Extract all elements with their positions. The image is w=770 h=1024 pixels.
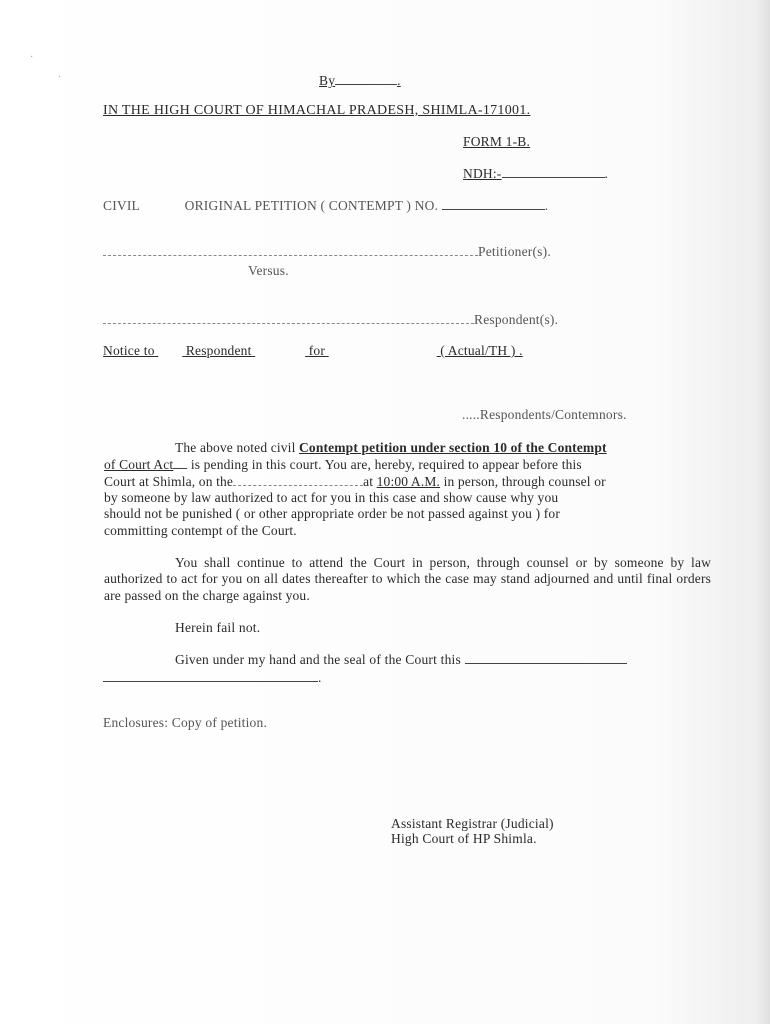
signature-title: Assistant Registrar (Judicial) <box>391 816 554 831</box>
petitioner-line <box>103 244 551 260</box>
respondent-label: Respondent(s). <box>474 312 559 327</box>
given-blank-2 <box>103 669 318 682</box>
para1-line3-a: Court at Shimla, on the <box>104 473 234 489</box>
given-date-blank <box>465 651 627 664</box>
para1-line1-b: Contempt petition under section 10 of the Contempt <box>299 440 607 455</box>
court-title: IN THE HIGH COURT OF HIMACHAL PRADESH, SHIMLA-171001. <box>103 103 531 118</box>
case-no-blank <box>442 197 545 210</box>
scan-speck: · <box>58 72 62 83</box>
given-continuation-blank: . <box>103 669 322 686</box>
case-line: CIVIL ORIGINAL PETITION ( CONTEMPT ) NO. . <box>103 198 549 214</box>
page-edge-shadow <box>756 0 770 1024</box>
respondent-line <box>103 312 558 328</box>
notice-line <box>103 343 523 359</box>
respondent-dots <box>103 312 474 324</box>
given-under-hand-line <box>175 651 627 668</box>
by-label: By <box>319 73 336 89</box>
para1-date-blank <box>233 474 363 486</box>
para1-line2-b: is pending in this court. You are, hereby, required to appear before this <box>187 457 582 473</box>
respondents-contemnors: .....Respondents/Contemnors. <box>462 407 627 422</box>
case-label: ORIGINAL PETITION ( CONTEMPT ) NO. <box>184 198 439 214</box>
notice-paragraph-1 <box>104 440 711 539</box>
form-number: FORM 1-B. <box>463 134 531 149</box>
para1-line2-a: of Court Act <box>104 457 174 473</box>
versus: Versus. <box>248 263 289 278</box>
para1-line1-a: The above noted civil <box>175 440 300 455</box>
petitioner-dots <box>103 244 478 256</box>
herein-fail-not: Herein fail not. <box>175 620 261 635</box>
case-prefix: CIVIL <box>103 198 140 214</box>
para1-line4: by someone by law authorized to act for you in this case and show cause why you <box>104 490 559 506</box>
para1-line3-b: at <box>363 473 377 489</box>
notice-paragraph-2 <box>104 555 711 604</box>
petitioner-label: Petitioner(s). <box>478 244 551 259</box>
signature-office: High Court of HP Shimla. <box>391 831 537 846</box>
given-text: Given under my hand and the seal of the Court this <box>175 652 461 668</box>
notice-for: for <box>308 343 326 358</box>
para2-text: You shall continue to attend the Court in person, through counsel or by someone by law authorized to act for you on all dates thereafter to which the case may stand adjourned and until final orders are passed on the charge against you. <box>104 555 711 603</box>
para1-act-blank <box>173 456 187 469</box>
scan-speck: · <box>30 52 34 63</box>
by-line: By . <box>319 73 401 89</box>
para1-line6: committing contempt of the Court. <box>104 522 297 538</box>
notice-respondent: Respondent <box>185 343 252 358</box>
ndh-label: NDH:- <box>463 166 502 182</box>
notice-actual: ( Actual/TH ) . <box>440 343 523 358</box>
enclosures: Enclosures: Copy of petition. <box>103 715 268 730</box>
notice-to: Notice to <box>103 343 155 358</box>
para1-line5: should not be punished ( or other appropriate order be not passed against you ) for <box>104 506 560 522</box>
ndh-blank <box>502 165 605 178</box>
para1-line3-c: in person, through counsel or <box>440 473 606 489</box>
para1-time: 10:00 A.M. <box>376 473 441 489</box>
by-blank <box>335 72 397 85</box>
ndh-line: NDH:- . <box>463 166 609 182</box>
